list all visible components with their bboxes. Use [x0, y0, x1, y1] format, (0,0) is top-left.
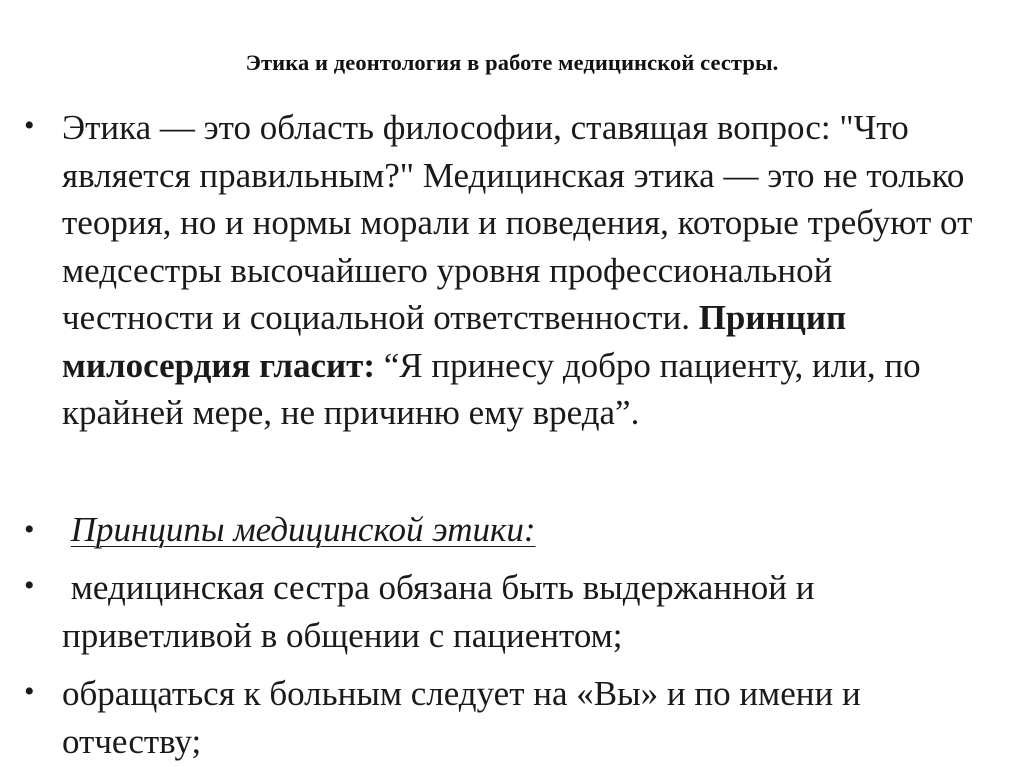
bullet-text-part: Этика — это область философии, ставящая вопрос: "Что является правильным?" Медицинская этика — это не только теория, но и нормы морали и поведения, которые требуют от медсестры высочайшего уровня профессиональной честности и социальной ответственности.	[62, 108, 973, 337]
bullet-icon: •	[24, 675, 35, 708]
bullet-text: обращаться к больным следует на «Вы» и по имени и отчеству;	[62, 674, 861, 761]
bullet-icon: •	[24, 513, 35, 546]
bullet-text	[62, 104, 986, 437]
principles-subheading: Принципы медицинской этики:	[70, 510, 536, 549]
bullet-text	[62, 506, 986, 554]
bullet-text	[62, 564, 986, 659]
bullet-text-bold: Принцип милосердия гласит:	[62, 298, 847, 385]
bullet-icon: •	[24, 109, 35, 142]
bullet-text-part: медицинская сестра обязана быть выдержанной и приветливой в общении с пациентом;	[62, 568, 815, 655]
bullet-text-part: “Я принесу добро пациенту, или, по крайней мере, не причиню ему вреда”.	[62, 345, 921, 432]
slide-title: Этика и деонтология в работе медицинской сестры.	[245, 50, 779, 75]
bullet-icon: •	[24, 569, 35, 602]
